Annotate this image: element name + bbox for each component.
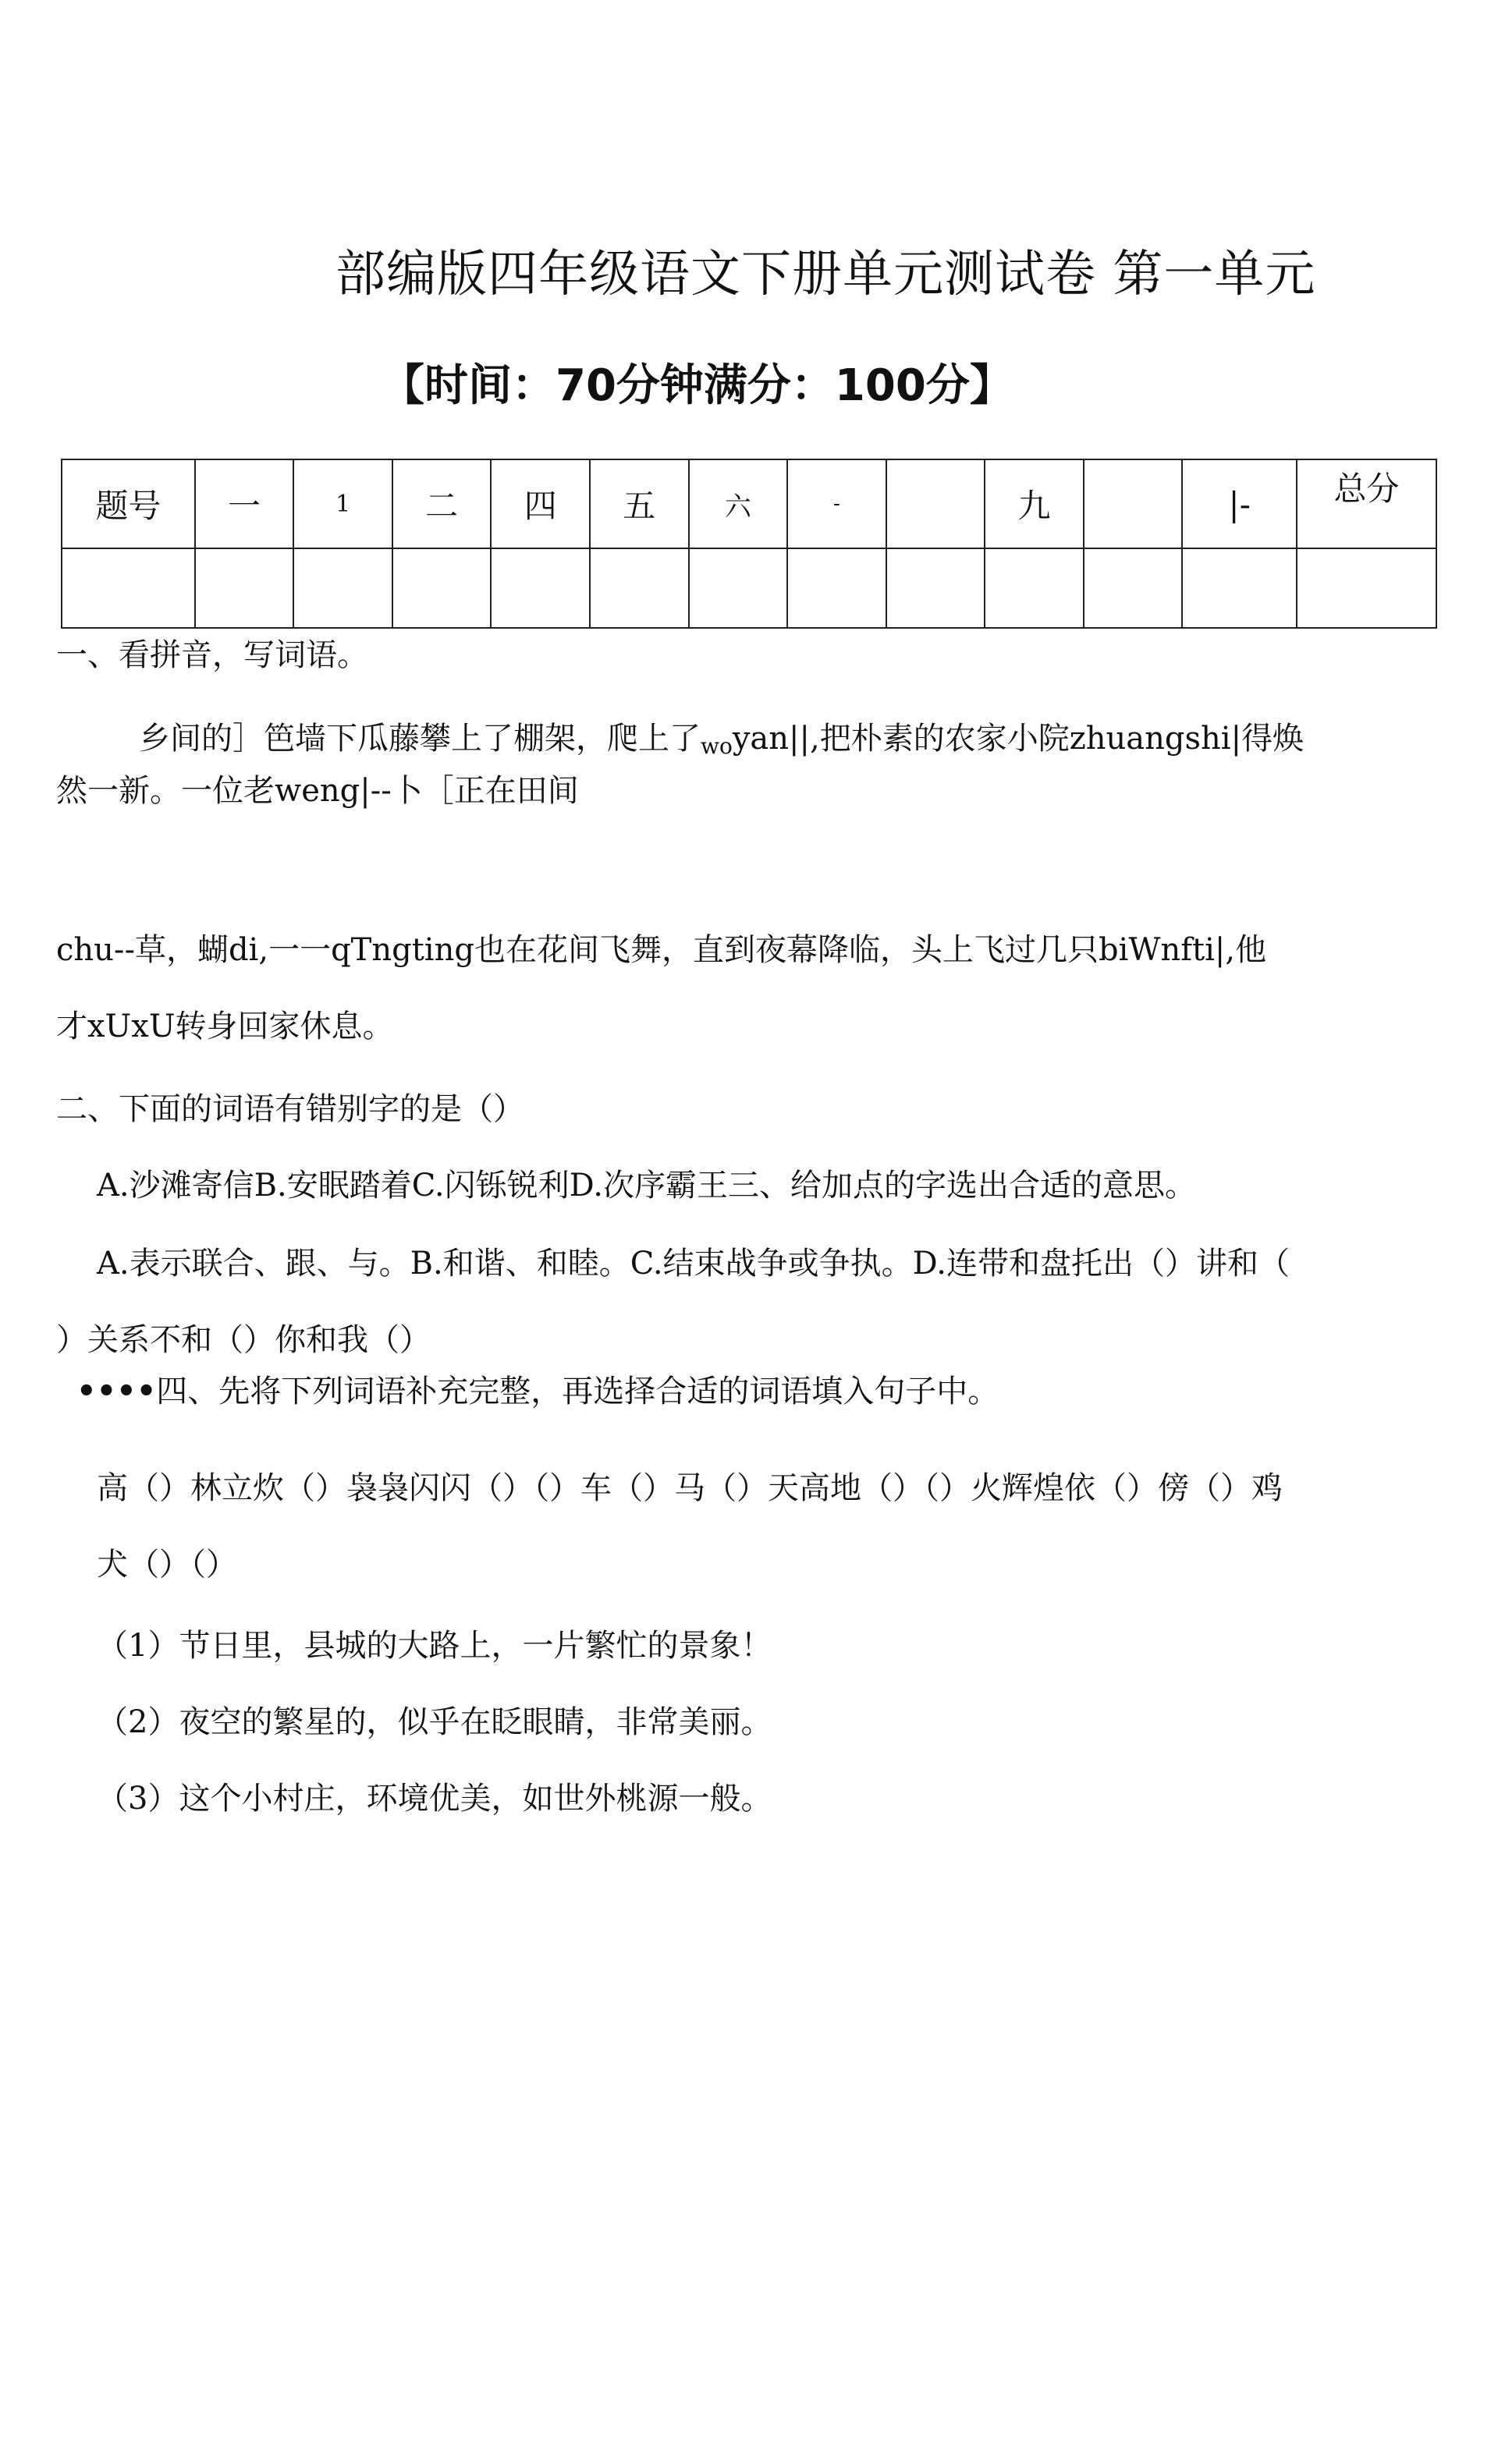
score-cell[interactable] bbox=[1182, 548, 1297, 628]
header-cell: 一 bbox=[195, 459, 294, 548]
score-cell[interactable] bbox=[195, 548, 294, 628]
header-cell: 六 bbox=[689, 459, 788, 548]
score-cell[interactable] bbox=[62, 548, 195, 628]
score-table-header-row bbox=[62, 459, 1436, 548]
section1-line1-b: yan||,把朴素的农家小院zhuangshi|得焕 bbox=[732, 721, 1305, 757]
header-cell: 五 bbox=[590, 459, 689, 548]
header-cell: 四 bbox=[491, 459, 590, 548]
exam-time-score: 【时间：70分钟满分：100分】 bbox=[381, 360, 1013, 411]
score-cell[interactable] bbox=[1084, 548, 1183, 628]
score-cell[interactable] bbox=[1297, 548, 1436, 628]
section3-meanings-line2: ）关系不和（）你和我（） bbox=[56, 1322, 431, 1358]
section1-heading: 一、看拼音，写词语。 bbox=[56, 637, 368, 673]
page-title: 部编版四年级语文下册单元测试卷 第一单元 bbox=[335, 246, 1316, 303]
section2-heading: 二、下面的词语有错别字的是（） bbox=[56, 1091, 524, 1127]
section4-words-line1: 高（）林立炊（）袅袅闪闪（）（）车（）马（）天高地（）（）火辉煌依（）傍（）鸡 bbox=[97, 1470, 1283, 1506]
section1-line4: 才xUxU转身回家休息。 bbox=[56, 1009, 394, 1044]
header-cell: 二 bbox=[392, 459, 492, 548]
section3-meanings-line1: A.表示联合、跟、与。B.和谐、和睦。C.结束战争或争执。D.连带和盘托出（）讲和（ bbox=[97, 1246, 1290, 1282]
score-cell[interactable] bbox=[590, 548, 689, 628]
header-cell: 题号 bbox=[62, 459, 195, 548]
header-cell bbox=[886, 459, 985, 548]
section4-heading: 四、先将下列词语补充完整，再选择合适的词语填入句子中。 bbox=[156, 1374, 999, 1409]
score-cell[interactable] bbox=[787, 548, 886, 628]
score-cell[interactable] bbox=[491, 548, 590, 628]
header-cell: 1 bbox=[293, 459, 392, 548]
header-cell: |- bbox=[1182, 459, 1297, 548]
header-cell: 总分 bbox=[1297, 459, 1436, 548]
header-cell: 九 bbox=[985, 459, 1084, 548]
section4-heading-row bbox=[76, 1367, 999, 1411]
section1-line1-mark: wo bbox=[701, 733, 733, 759]
section4-dots: •••• bbox=[76, 1373, 157, 1409]
section1-line1-a: 乡间的］笆墙下瓜藤攀上了棚架，爬上了 bbox=[139, 721, 701, 757]
score-cell[interactable] bbox=[985, 548, 1084, 628]
score-cell[interactable] bbox=[886, 548, 985, 628]
header-cell bbox=[1084, 459, 1183, 548]
section4-sentence-2: （2）夜空的繁星的，似乎在眨眼睛，非常美丽。 bbox=[97, 1704, 772, 1740]
score-cell[interactable] bbox=[392, 548, 492, 628]
section1-line3: chu--草，蝴di,一一qTngting也在花间飞舞，直到夜幕降临，头上飞过几只biWnfti|,他 bbox=[56, 932, 1267, 968]
score-cell[interactable] bbox=[293, 548, 392, 628]
header-cell: - bbox=[787, 459, 886, 548]
section2-options: A.沙滩寄信B.安眠踏着C.闪铄锐利D.次序霸王三、给加点的字选出合适的意思。 bbox=[97, 1168, 1196, 1204]
section4-words-line2: 犬（）（） bbox=[97, 1547, 237, 1583]
section1-line1 bbox=[139, 714, 1304, 759]
section4-sentence-1: （1）节日里，县城的大路上，一片繁忙的景象！ bbox=[97, 1628, 772, 1664]
score-cell[interactable] bbox=[689, 548, 788, 628]
score-table-score-row bbox=[62, 548, 1436, 628]
score-table bbox=[61, 459, 1437, 629]
section1-line2: 然一新。一位老weng|--卜［正在田间 bbox=[56, 773, 579, 809]
section4-sentence-3: （3）这个小村庄，环境优美，如世外桃源一般。 bbox=[97, 1781, 772, 1817]
